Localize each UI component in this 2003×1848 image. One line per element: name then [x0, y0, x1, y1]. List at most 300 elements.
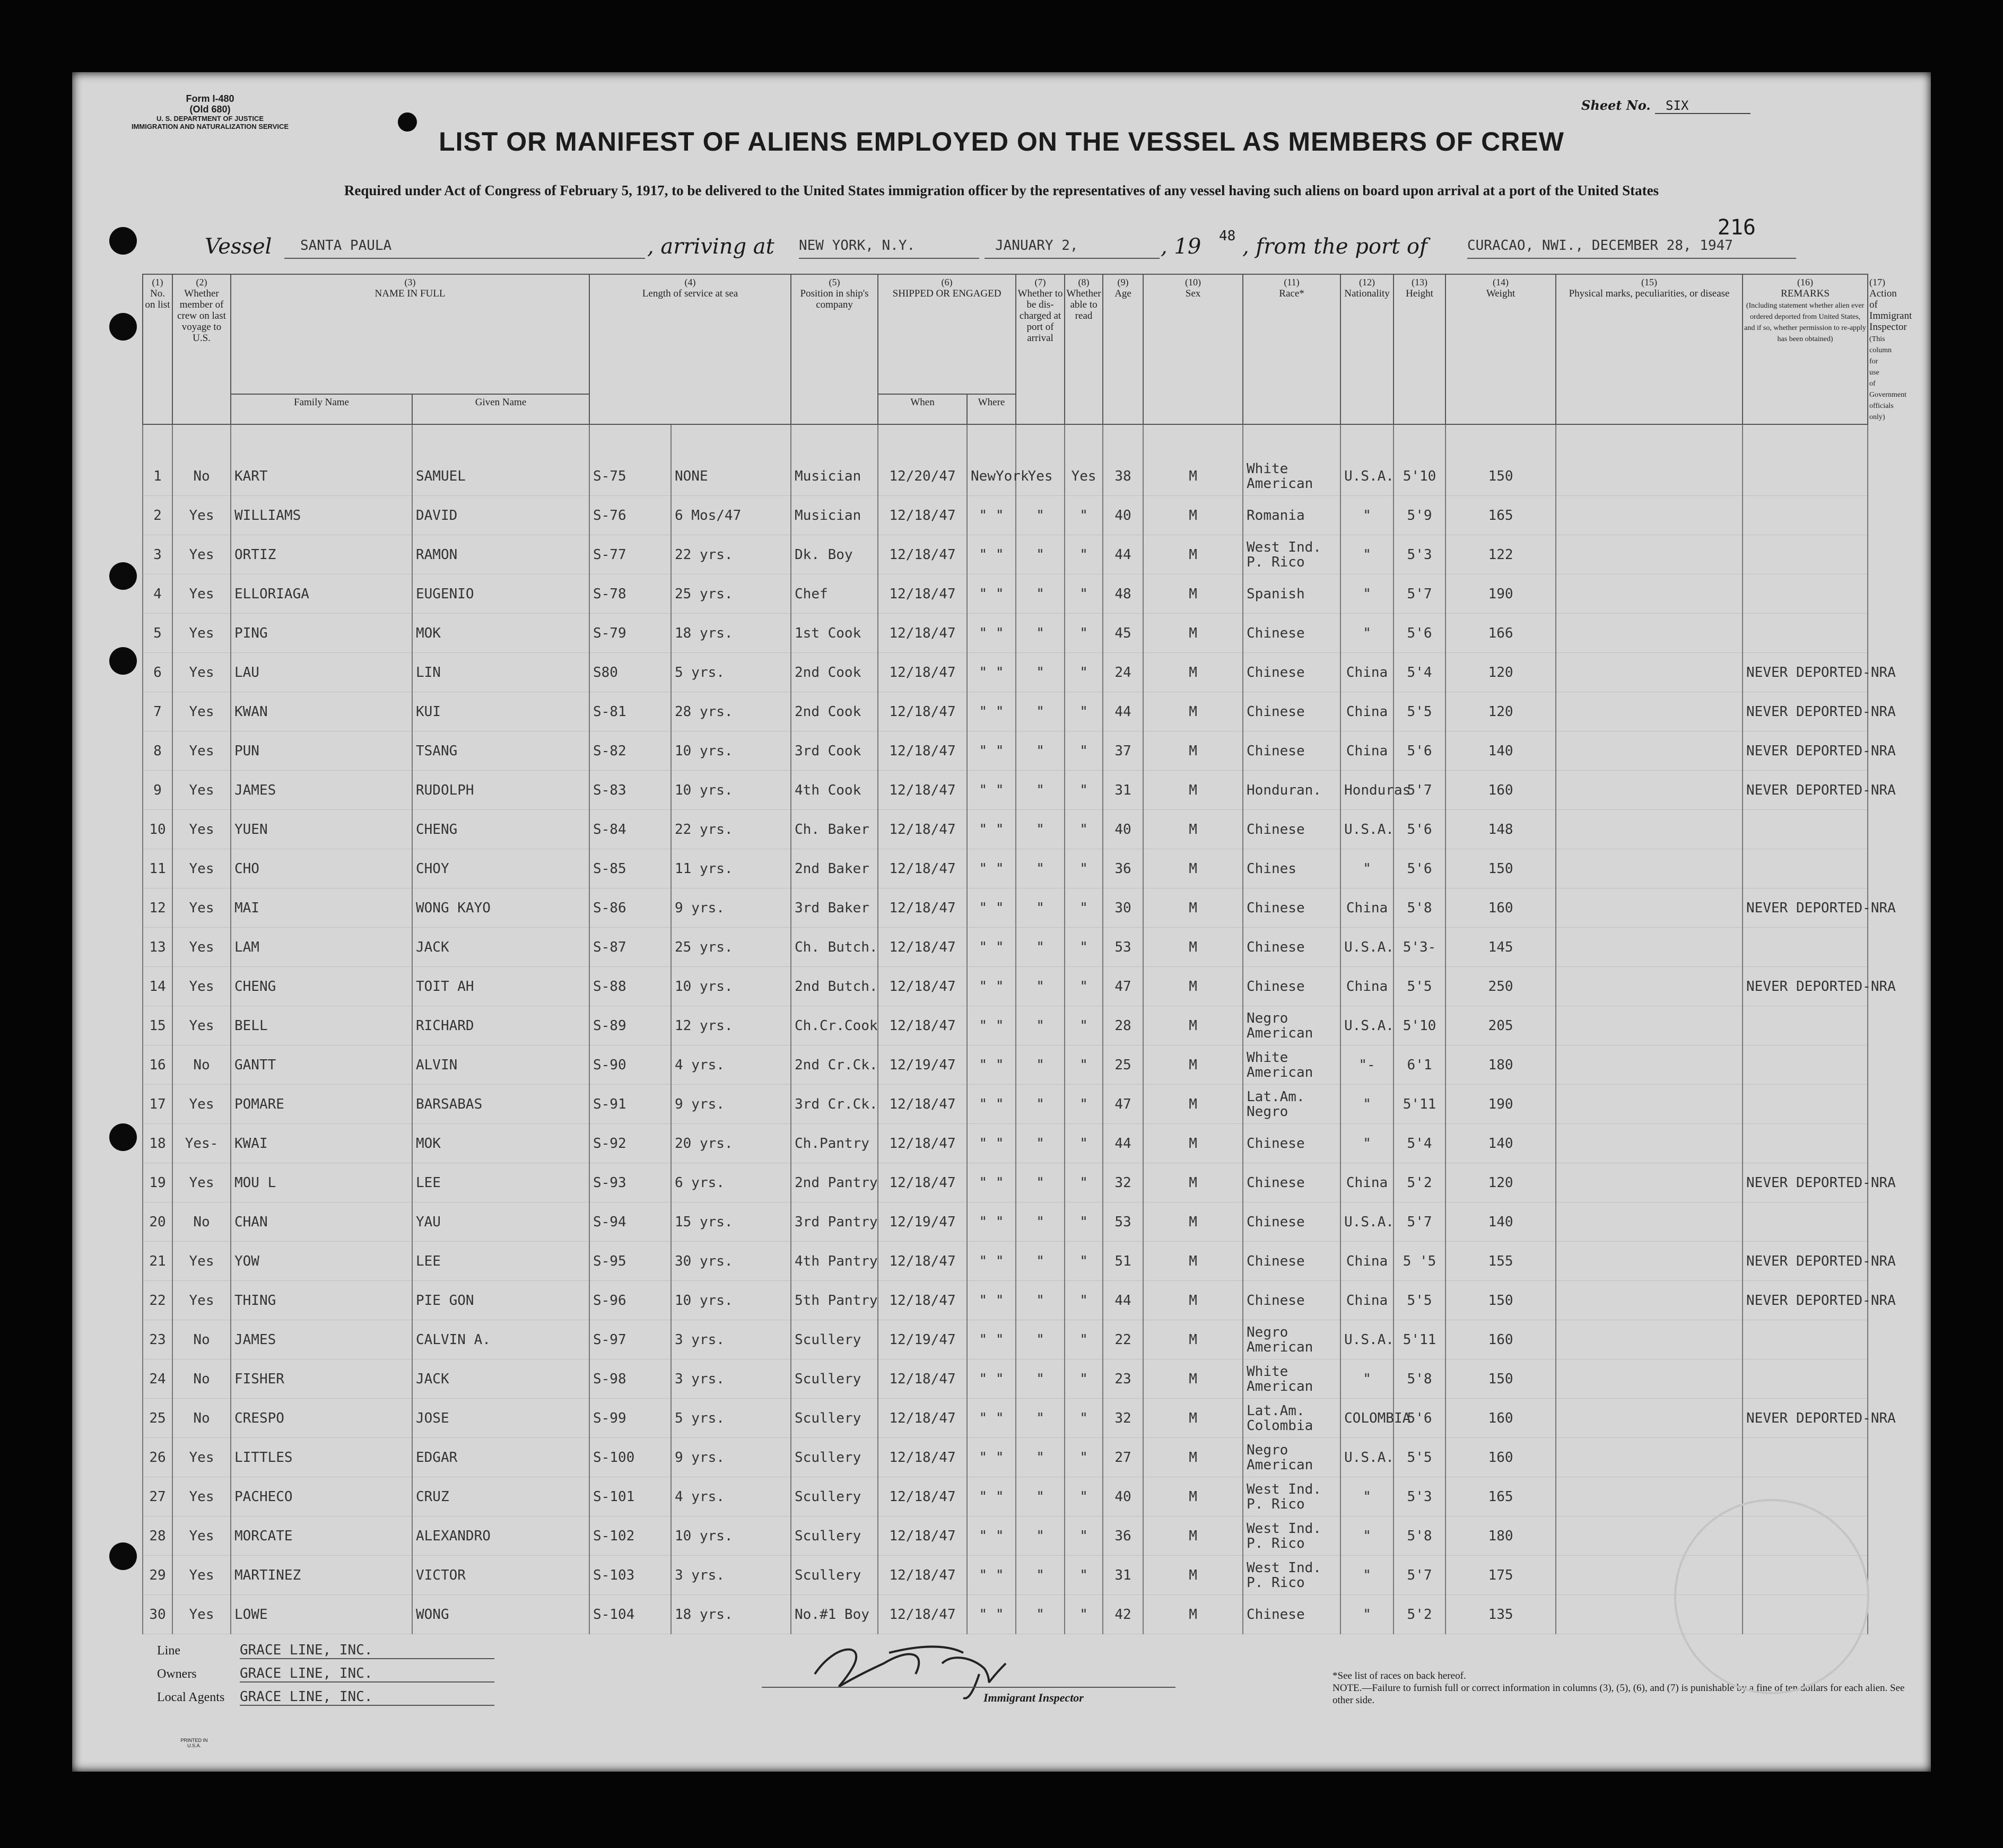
shipped-when-cell: 12/18/47 [878, 1242, 967, 1281]
given-name-cell: CRUZ [412, 1477, 589, 1516]
shipped-when-cell: 12/18/47 [878, 928, 967, 967]
service-length-cell: 6 yrs. [671, 1163, 791, 1202]
physical-marks-cell [1556, 731, 1743, 771]
official-seal-stamp [1674, 1499, 1869, 1694]
given-name-cell: RICHARD [412, 1006, 589, 1045]
last-voyage-cell: No [172, 1202, 231, 1242]
last-voyage-cell: No [172, 1045, 231, 1085]
remarks-cell [1743, 574, 1868, 614]
physical-marks-cell [1556, 692, 1743, 731]
given-name-cell: MOK [412, 614, 589, 653]
physical-marks-cell [1556, 849, 1743, 888]
discharged-cell: " [1016, 771, 1065, 810]
weight-cell: 122 [1445, 535, 1556, 574]
last-voyage-cell: Yes [172, 849, 231, 888]
race-cell: Negro American [1243, 1006, 1340, 1045]
physical-marks-cell [1556, 653, 1743, 692]
given-name-cell: DAVID [412, 496, 589, 535]
crew-id-cell: S-101 [589, 1477, 671, 1516]
read-cell: " [1065, 1006, 1103, 1045]
crew-id-cell: S-89 [589, 1006, 671, 1045]
physical-marks-cell [1556, 614, 1743, 653]
race-cell: West Ind. P. Rico [1243, 535, 1340, 574]
given-name-cell: CHOY [412, 849, 589, 888]
age-cell: 36 [1103, 849, 1143, 888]
position-cell: 4th Cook [791, 771, 878, 810]
position-cell: 2nd Butch. [791, 967, 878, 1006]
shipped-where-cell: " " [967, 1359, 1016, 1399]
remarks-cell: NEVER DEPORTED-NRA [1743, 1399, 1868, 1438]
remarks-cell: NEVER DEPORTED-NRA [1743, 967, 1868, 1006]
table-row [143, 1281, 1868, 1320]
last-voyage-cell: Yes [172, 1006, 231, 1045]
height-cell: 5'11 [1394, 1320, 1445, 1359]
table-row [143, 1320, 1868, 1359]
weight-cell: 160 [1445, 1320, 1556, 1359]
table-row [143, 888, 1868, 928]
position-cell: Scullery [791, 1477, 878, 1516]
last-voyage-cell: No [172, 1359, 231, 1399]
race-cell: West Ind. P. Rico [1243, 1516, 1340, 1556]
height-cell: 5'4 [1394, 653, 1445, 692]
read-cell: " [1065, 1242, 1103, 1281]
family-name-cell: FISHER [231, 1359, 412, 1399]
table-row [143, 1556, 1868, 1595]
read-cell: " [1065, 1595, 1103, 1634]
form-number: Form I-480 [186, 93, 234, 104]
discharged-cell: " [1016, 1202, 1065, 1242]
shipped-when-cell: 12/18/47 [878, 653, 967, 692]
shipped-when-cell: 12/18/47 [878, 1281, 967, 1320]
table-row [143, 614, 1868, 653]
position-cell: 2nd Cook [791, 653, 878, 692]
family-name-cell: BELL [231, 1006, 412, 1045]
nationality-cell: " [1340, 1595, 1394, 1634]
race-cell: Chinese [1243, 1124, 1340, 1163]
sex-cell: M [1143, 1320, 1243, 1359]
sheet-number-value: SIX [1655, 98, 1751, 114]
given-name-cell: WONG [412, 1595, 589, 1634]
table-row [143, 771, 1868, 810]
weight-cell: 160 [1445, 1399, 1556, 1438]
weight-cell: 205 [1445, 1006, 1556, 1045]
discharged-cell: " [1016, 1124, 1065, 1163]
shipped-where-cell: " " [967, 574, 1016, 614]
last-voyage-cell: Yes [172, 888, 231, 928]
position-cell: Chef [791, 574, 878, 614]
read-cell: " [1065, 888, 1103, 928]
family-name-cell: KWAN [231, 692, 412, 731]
physical-marks-cell [1556, 967, 1743, 1006]
read-cell: " [1065, 574, 1103, 614]
height-cell: 5 '5 [1394, 1242, 1445, 1281]
weight-cell: 160 [1445, 1438, 1556, 1477]
age-cell: 27 [1103, 1438, 1143, 1477]
discharged-cell: " [1016, 574, 1065, 614]
shipped-when-cell: 12/18/47 [878, 1399, 967, 1438]
physical-marks-cell [1556, 810, 1743, 849]
table-row [143, 1202, 1868, 1242]
shipped-where-cell: " " [967, 1477, 1016, 1516]
remarks-cell [1743, 1202, 1868, 1242]
shipped-where-cell: " " [967, 1438, 1016, 1477]
family-name-cell: PUN [231, 731, 412, 771]
race-cell: Spanish [1243, 574, 1340, 614]
last-voyage-cell: Yes [172, 1595, 231, 1634]
sex-cell: M [1143, 653, 1243, 692]
inspector-signature [804, 1632, 1048, 1701]
crew-id-cell: S-103 [589, 1556, 671, 1595]
race-cell: Chinese [1243, 888, 1340, 928]
physical-marks-cell [1556, 535, 1743, 574]
age-cell: 40 [1103, 810, 1143, 849]
remarks-cell [1743, 1085, 1868, 1124]
row-number: 22 [143, 1281, 172, 1320]
read-cell: " [1065, 1163, 1103, 1202]
family-name-cell: LITTLES [231, 1438, 412, 1477]
shipped-when-cell: 12/18/47 [878, 1516, 967, 1556]
date-field [985, 234, 1160, 259]
race-cell: West Ind. P. Rico [1243, 1477, 1340, 1516]
crew-id-cell: S-97 [589, 1320, 671, 1359]
height-cell: 5'7 [1394, 1202, 1445, 1242]
discharged-cell: " [1016, 1163, 1065, 1202]
race-cell: Chinese [1243, 1281, 1340, 1320]
service-length-cell: 3 yrs. [671, 1359, 791, 1399]
shipped-when-cell: 12/18/47 [878, 535, 967, 574]
table-row [143, 731, 1868, 771]
sex-cell: M [1143, 771, 1243, 810]
weight-cell: 148 [1445, 810, 1556, 849]
given-name-cell: VICTOR [412, 1556, 589, 1595]
physical-marks-cell [1556, 457, 1743, 496]
service-length-cell: 15 yrs. [671, 1202, 791, 1242]
crew-id-cell: S-83 [589, 771, 671, 810]
read-cell: " [1065, 535, 1103, 574]
department-name: U. S. DEPARTMENT OF JUSTICE [156, 115, 264, 123]
sex-cell: M [1143, 496, 1243, 535]
given-name-cell: CALVIN A. [412, 1320, 589, 1359]
last-voyage-cell: Yes [172, 1163, 231, 1202]
col-header-read: (8) Whether able to read [1065, 274, 1103, 424]
form-identifier [130, 93, 290, 130]
table-row [143, 496, 1868, 535]
race-cell: White American [1243, 1045, 1340, 1085]
binder-hole [109, 313, 137, 341]
race-cell: Chinese [1243, 1202, 1340, 1242]
read-cell: " [1065, 810, 1103, 849]
last-voyage-cell: Yes [172, 928, 231, 967]
sex-cell: M [1143, 888, 1243, 928]
remarks-cell [1743, 1320, 1868, 1359]
race-cell: Romania [1243, 496, 1340, 535]
position-cell: 2nd Pantry [791, 1163, 878, 1202]
sex-cell: M [1143, 731, 1243, 771]
sex-cell: M [1143, 692, 1243, 731]
sex-cell: M [1143, 1595, 1243, 1634]
shipped-when-cell: 12/18/47 [878, 1124, 967, 1163]
races-note: *See list of races on back hereof. [1333, 1670, 1466, 1681]
given-name-cell: PIE GON [412, 1281, 589, 1320]
read-cell: " [1065, 1556, 1103, 1595]
read-cell: " [1065, 653, 1103, 692]
given-name-cell: TSANG [412, 731, 589, 771]
crew-id-cell: S-78 [589, 574, 671, 614]
crew-id-cell: S-91 [589, 1085, 671, 1124]
height-cell: 5'3- [1394, 928, 1445, 967]
shipped-where-cell: " " [967, 1516, 1016, 1556]
crew-id-cell: S-95 [589, 1242, 671, 1281]
position-cell: Scullery [791, 1438, 878, 1477]
remarks-cell [1743, 928, 1868, 967]
service-length-cell: 3 yrs. [671, 1556, 791, 1595]
discharged-cell: " [1016, 1399, 1065, 1438]
position-cell: Dk. Boy [791, 535, 878, 574]
shipped-where-cell: " " [967, 1242, 1016, 1281]
nationality-cell: U.S.A. [1340, 810, 1394, 849]
shipped-when-cell: 12/18/47 [878, 1438, 967, 1477]
position-cell: No.#1 Boy [791, 1595, 878, 1634]
shipped-when-cell: 12/18/47 [878, 810, 967, 849]
weight-cell: 165 [1445, 1477, 1556, 1516]
height-cell: 5'6 [1394, 810, 1445, 849]
last-voyage-cell: Yes [172, 574, 231, 614]
sex-cell: M [1143, 1359, 1243, 1399]
shipped-where-cell: " " [967, 1045, 1016, 1085]
service-length-cell: 4 yrs. [671, 1477, 791, 1516]
arriving-field [799, 234, 979, 259]
family-name-cell: WILLIAMS [231, 496, 412, 535]
nationality-cell: China [1340, 653, 1394, 692]
sex-cell: M [1143, 1399, 1243, 1438]
shipped-where-cell: " " [967, 1556, 1016, 1595]
nationality-cell: U.S.A. [1340, 1438, 1394, 1477]
physical-marks-cell [1556, 1438, 1743, 1477]
nationality-cell: " [1340, 614, 1394, 653]
col-header-service: (4) Length of service at sea [589, 274, 791, 424]
race-cell: Chinese [1243, 731, 1340, 771]
position-cell: Scullery [791, 1359, 878, 1399]
shipped-when-cell: 12/18/47 [878, 1595, 967, 1634]
vessel-label: Vessel [205, 234, 272, 259]
agents-value: GRACE LINE, INC. [240, 1689, 494, 1706]
family-name-cell: KWAI [231, 1124, 412, 1163]
height-cell: 5'6 [1394, 1399, 1445, 1438]
line-value: GRACE LINE, INC. [240, 1642, 494, 1659]
shipped-where-cell: " " [967, 1320, 1016, 1359]
row-number: 30 [143, 1595, 172, 1634]
service-length-cell: 28 yrs. [671, 692, 791, 731]
weight-cell: 120 [1445, 653, 1556, 692]
weight-cell: 120 [1445, 692, 1556, 731]
height-cell: 5'4 [1394, 1124, 1445, 1163]
physical-marks-cell [1556, 1006, 1743, 1045]
given-name-cell: MOK [412, 1124, 589, 1163]
family-name-cell: ORTIZ [231, 535, 412, 574]
position-cell: 1st Cook [791, 614, 878, 653]
service-length-cell: 10 yrs. [671, 1516, 791, 1556]
col-header-sex: (10) Sex [1143, 274, 1243, 424]
table-row [143, 1438, 1868, 1477]
sex-cell: M [1143, 1202, 1243, 1242]
nationality-cell: China [1340, 1242, 1394, 1281]
row-number: 13 [143, 928, 172, 967]
age-cell: 53 [1103, 1202, 1143, 1242]
remarks-cell [1743, 457, 1868, 496]
last-voyage-cell: Yes [172, 535, 231, 574]
family-name-cell: MAI [231, 888, 412, 928]
shipped-where-cell: " " [967, 535, 1016, 574]
age-cell: 47 [1103, 967, 1143, 1006]
crew-id-cell: S-92 [589, 1124, 671, 1163]
family-name-cell: PING [231, 614, 412, 653]
given-name-cell: EUGENIO [412, 574, 589, 614]
nationality-cell: " [1340, 849, 1394, 888]
sex-cell: M [1143, 1281, 1243, 1320]
given-name-cell: JACK [412, 1359, 589, 1399]
discharged-cell: Yes [1016, 457, 1065, 496]
age-cell: 42 [1103, 1595, 1143, 1634]
binder-hole [109, 562, 137, 590]
service-length-cell: 22 yrs. [671, 535, 791, 574]
last-voyage-cell: No [172, 457, 231, 496]
position-cell: Scullery [791, 1516, 878, 1556]
sex-cell: M [1143, 614, 1243, 653]
table-row [143, 1595, 1868, 1634]
race-cell: Chinese [1243, 1595, 1340, 1634]
nationality-cell: China [1340, 692, 1394, 731]
position-cell: 2nd Cr.Ck. [791, 1045, 878, 1085]
weight-cell: 150 [1445, 457, 1556, 496]
sex-cell: M [1143, 967, 1243, 1006]
page-subtitle: Required under Act of Congress of February 5, 1917, to be delivered to the United States immigration officer by the representatives of any vessel having such aliens on board upon arrival at a port of the United States [344, 182, 1659, 198]
row-number: 12 [143, 888, 172, 928]
age-cell: 22 [1103, 1320, 1143, 1359]
shipped-when-cell: 12/18/47 [878, 1359, 967, 1399]
weight-cell: 140 [1445, 1202, 1556, 1242]
age-cell: 25 [1103, 1045, 1143, 1085]
table-row [143, 1006, 1868, 1045]
remarks-cell [1743, 849, 1868, 888]
family-name-cell: CHO [231, 849, 412, 888]
given-name-cell: SAMUEL [412, 457, 589, 496]
read-cell: " [1065, 1045, 1103, 1085]
port-field [1467, 234, 1796, 259]
physical-marks-cell [1556, 888, 1743, 928]
service-length-cell: 5 yrs. [671, 653, 791, 692]
age-cell: 30 [1103, 888, 1143, 928]
col-header-remarks: (16) REMARKS (Including statement whether alien ever ordered deported from United States, and if so, whether permission to re-apply has been obtained) [1743, 274, 1868, 424]
service-length-cell: 10 yrs. [671, 771, 791, 810]
physical-marks-cell [1556, 1281, 1743, 1320]
sex-cell: M [1143, 1124, 1243, 1163]
family-name-cell: YOW [231, 1242, 412, 1281]
position-cell: Scullery [791, 1399, 878, 1438]
service-length-cell: 12 yrs. [671, 1006, 791, 1045]
crew-id-cell: S-99 [589, 1399, 671, 1438]
shipped-where-cell: " " [967, 1595, 1016, 1634]
age-cell: 32 [1103, 1399, 1143, 1438]
position-cell: Ch.Pantry [791, 1124, 878, 1163]
weight-cell: 150 [1445, 849, 1556, 888]
race-cell: Chinese [1243, 653, 1340, 692]
race-cell: Chinese [1243, 967, 1340, 1006]
remarks-cell [1743, 535, 1868, 574]
table-row [143, 1163, 1868, 1202]
remarks-cell [1743, 496, 1868, 535]
race-cell: Negro American [1243, 1438, 1340, 1477]
shipped-where-cell: " " [967, 731, 1016, 771]
last-voyage-cell: Yes [172, 731, 231, 771]
col-header-shipped: (6) SHIPPED OR ENGAGED [878, 274, 1016, 394]
remarks-cell: NEVER DEPORTED-NRA [1743, 1242, 1868, 1281]
remarks-cell: NEVER DEPORTED-NRA [1743, 731, 1868, 771]
sex-cell: M [1143, 1477, 1243, 1516]
weight-cell: 150 [1445, 1281, 1556, 1320]
read-cell: " [1065, 967, 1103, 1006]
page-number: 216 [1717, 215, 1756, 240]
race-cell: Chinese [1243, 614, 1340, 653]
remarks-cell [1743, 1045, 1868, 1085]
read-cell: " [1065, 692, 1103, 731]
position-cell: 3rd Pantry [791, 1202, 878, 1242]
read-cell: " [1065, 1359, 1103, 1399]
nationality-cell: " [1340, 1359, 1394, 1399]
nationality-cell: China [1340, 888, 1394, 928]
sex-cell: M [1143, 457, 1243, 496]
arrival-year: 48 [1219, 228, 1236, 244]
read-cell: " [1065, 731, 1103, 771]
service-length-cell: 18 yrs. [671, 614, 791, 653]
discharged-cell: " [1016, 731, 1065, 771]
weight-cell: 165 [1445, 496, 1556, 535]
shipped-where-cell: " " [967, 1399, 1016, 1438]
discharged-cell: " [1016, 1045, 1065, 1085]
row-number: 2 [143, 496, 172, 535]
age-cell: 48 [1103, 574, 1143, 614]
shipped-when-cell: 12/19/47 [878, 1202, 967, 1242]
sex-cell: M [1143, 928, 1243, 967]
race-cell: White American [1243, 1359, 1340, 1399]
position-cell: Musician [791, 457, 878, 496]
owners-value: GRACE LINE, INC. [240, 1666, 494, 1683]
remarks-cell [1743, 614, 1868, 653]
crew-id-cell: S80 [589, 653, 671, 692]
family-name-cell: PACHECO [231, 1477, 412, 1516]
owners-label: Owners [157, 1667, 197, 1681]
read-cell: " [1065, 1320, 1103, 1359]
discharged-cell: " [1016, 1085, 1065, 1124]
age-cell: 40 [1103, 1477, 1143, 1516]
last-voyage-cell: No [172, 1320, 231, 1359]
height-cell: 5'8 [1394, 1359, 1445, 1399]
race-cell: Chinese [1243, 692, 1340, 731]
nationality-cell: " [1340, 535, 1394, 574]
family-name-cell: ELLORIAGA [231, 574, 412, 614]
race-cell: White American [1243, 457, 1340, 496]
read-cell: " [1065, 849, 1103, 888]
service-length-cell: 6 Mos/47 [671, 496, 791, 535]
family-name-cell: GANTT [231, 1045, 412, 1085]
crew-id-cell: S-98 [589, 1359, 671, 1399]
table-row [143, 574, 1868, 614]
sex-cell: M [1143, 849, 1243, 888]
height-cell: 5'5 [1394, 692, 1445, 731]
height-cell: 5'11 [1394, 1085, 1445, 1124]
row-number: 11 [143, 849, 172, 888]
nationality-cell: China [1340, 1163, 1394, 1202]
remarks-cell [1743, 1438, 1868, 1477]
